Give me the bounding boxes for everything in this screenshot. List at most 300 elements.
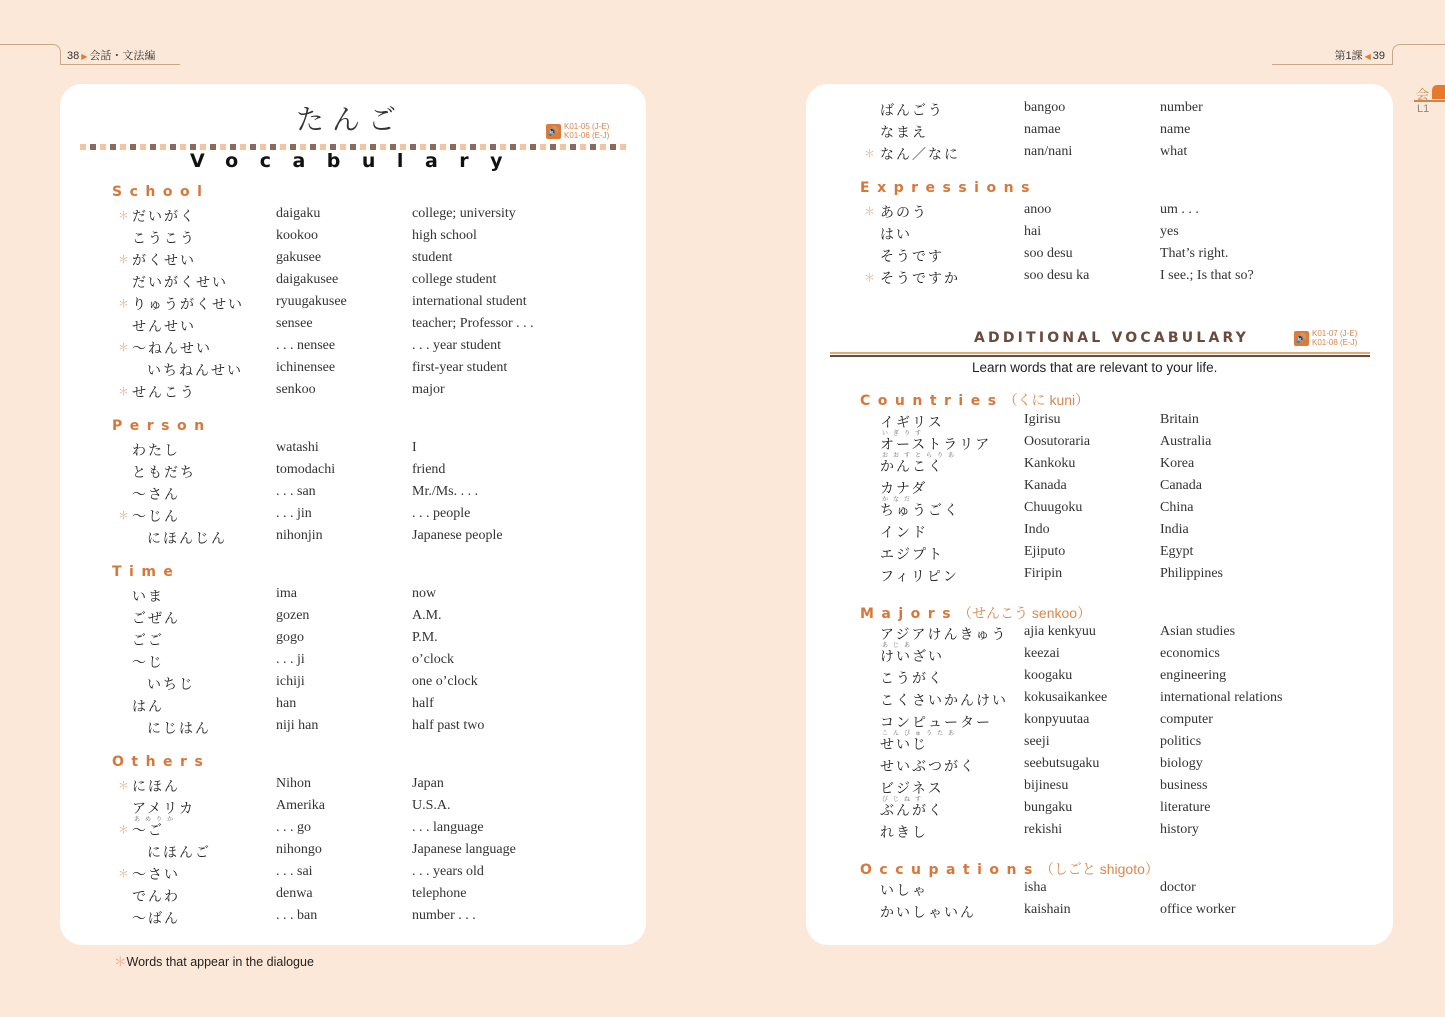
vocab-row — [118, 864, 638, 886]
vocab-row — [118, 798, 638, 823]
vocab-row — [118, 886, 638, 908]
audio-code: K01-08 (E-J) — [1312, 338, 1358, 347]
furigana: あじあ — [882, 642, 916, 649]
word-english: China — [1160, 500, 1194, 515]
asterisk-icon: ＊ — [118, 780, 129, 792]
vocab-row — [864, 902, 1384, 924]
section-title: Countries — [860, 393, 1004, 409]
word-romaji: nihongo — [276, 842, 322, 857]
word-english: U.S.A. — [412, 798, 451, 813]
word-english: college; university — [412, 206, 516, 221]
word-romaji: senkoo — [276, 382, 316, 397]
word-romaji: kokusaikankee — [1024, 690, 1108, 705]
page-tab-border — [0, 44, 61, 65]
dot — [580, 144, 586, 150]
page-title-jp: たんご — [296, 103, 405, 136]
vocab-row — [118, 506, 638, 528]
page-title-en: Vocabulary — [190, 150, 525, 172]
section-heading — [112, 184, 209, 200]
section-heading — [860, 603, 1091, 623]
word-romaji: ichiji — [276, 674, 305, 689]
word-japanese: はい — [880, 227, 912, 243]
vocab-row — [864, 756, 1384, 778]
word-english: I — [412, 440, 417, 455]
asterisk-icon: ＊ — [118, 868, 129, 880]
word-japanese: カナダ — [880, 481, 928, 497]
word-english: Asian studies — [1160, 624, 1236, 639]
word-japanese: はん — [132, 699, 164, 715]
vocab-row — [864, 224, 1384, 246]
word-japanese: そうですか — [880, 271, 960, 287]
section-title: Expressions — [860, 180, 1037, 196]
vocab-row — [118, 586, 638, 608]
vocab-row — [864, 646, 1384, 668]
vocab-row — [864, 668, 1384, 690]
vocabulary-card — [60, 84, 646, 945]
word-english: business — [1160, 778, 1208, 793]
vocab-row — [864, 100, 1384, 122]
word-japanese: だいがく — [132, 209, 196, 225]
word-romaji: soo desu ka — [1024, 268, 1090, 283]
word-romaji: watashi — [276, 440, 319, 455]
word-english: India — [1160, 522, 1189, 537]
vocab-row — [118, 294, 638, 316]
dot — [560, 144, 566, 150]
section-title: Others — [112, 754, 211, 770]
word-romaji: bungaku — [1024, 800, 1073, 815]
word-romaji: . . . nensee — [276, 338, 336, 353]
word-romaji: . . . san — [276, 484, 316, 499]
word-english: teacher; Professor . . . — [412, 316, 534, 331]
dot — [150, 144, 156, 150]
vocab-row — [864, 478, 1384, 503]
word-japanese: せいぶつがく — [880, 759, 976, 775]
word-romaji: gogo — [276, 630, 304, 645]
running-head-rule — [60, 64, 180, 65]
running-head-rule — [1272, 64, 1393, 65]
word-japanese: ごご — [132, 633, 164, 649]
word-japanese: だいがくせい — [132, 275, 228, 291]
word-romaji: nan/nani — [1024, 144, 1073, 159]
word-romaji: sensee — [276, 316, 313, 331]
footnote — [114, 952, 314, 970]
vocab-row — [118, 228, 638, 250]
word-romaji: denwa — [276, 886, 313, 901]
word-english: half — [412, 696, 434, 711]
section-subtitle: （せんこう senkoo） — [958, 605, 1092, 621]
additional-vocabulary-heading: ADDITIONAL VOCABULARY — [974, 330, 1250, 346]
dot — [170, 144, 176, 150]
word-romaji: Oosutoraria — [1024, 434, 1091, 449]
triangle-left-icon: ◀ — [1364, 52, 1371, 61]
word-romaji: Igirisu — [1024, 412, 1061, 427]
word-romaji: . . . ban — [276, 908, 318, 923]
word-romaji: gozen — [276, 608, 310, 623]
asterisk-icon: ＊ — [118, 510, 129, 522]
word-english: telephone — [412, 886, 467, 901]
word-english: high school — [412, 228, 477, 243]
word-english: first-year student — [412, 360, 508, 375]
word-english: Korea — [1160, 456, 1195, 471]
word-english: international student — [412, 294, 527, 309]
speaker-icon[interactable]: 🔊 — [1294, 331, 1309, 346]
word-english: friend — [412, 462, 446, 477]
vocab-row — [864, 712, 1384, 737]
word-english: now — [412, 586, 437, 601]
word-japanese: 〜さい — [132, 867, 180, 883]
word-english: I see.; Is that so? — [1160, 268, 1254, 283]
word-romaji: tomodachi — [276, 462, 336, 477]
word-english: major — [412, 382, 445, 397]
vocab-row — [118, 206, 638, 228]
word-japanese: ばんごう — [880, 103, 944, 119]
side-tab-kanji: 会 — [1416, 88, 1430, 103]
word-english: P.M. — [412, 630, 438, 645]
word-japanese: フィリピン — [880, 569, 959, 585]
side-tab-lesson: L1 — [1417, 103, 1430, 115]
word-japanese: 〜じ — [132, 655, 164, 671]
vocab-row — [864, 500, 1384, 522]
word-english: politics — [1160, 734, 1202, 749]
word-english: student — [412, 250, 453, 265]
section-heading — [860, 180, 1037, 196]
word-english: . . . year student — [412, 338, 502, 353]
lesson-side-tab — [1412, 84, 1445, 124]
asterisk-icon: ＊ — [118, 298, 129, 310]
word-japanese: いちねんせい — [147, 363, 243, 379]
dot — [90, 144, 96, 150]
vocab-row — [864, 544, 1384, 566]
word-romaji: . . . sai — [276, 864, 313, 879]
vocab-row — [118, 338, 638, 360]
word-japanese: 〜じん — [132, 509, 180, 525]
audio-code: K01-06 (E-J) — [564, 131, 610, 140]
word-japanese: 〜ばん — [132, 911, 180, 927]
dot — [550, 144, 556, 150]
triangle-right-icon: ▶ — [81, 52, 88, 61]
audio-track-label[interactable] — [546, 122, 609, 140]
vocabulary-card-continued — [806, 84, 1393, 945]
additional-vocabulary-subtitle: Learn words that are relevant to your life. — [972, 360, 1218, 375]
section-subtitle: （くに kuni） — [1003, 392, 1090, 408]
word-english: half past two — [412, 718, 485, 733]
word-japanese: エジプト — [880, 547, 944, 563]
vocab-row — [118, 316, 638, 338]
dot — [100, 144, 106, 150]
word-romaji: daigaku — [276, 206, 321, 221]
vocab-row — [864, 246, 1384, 268]
word-japanese: なん／なに — [880, 147, 960, 163]
word-romaji: Kankoku — [1024, 456, 1076, 471]
word-english: . . . language — [412, 820, 484, 835]
vocab-row — [864, 566, 1384, 588]
vocab-row — [864, 800, 1384, 822]
word-romaji: konpyuutaa — [1024, 712, 1090, 727]
word-japanese: にじはん — [147, 721, 211, 737]
word-japanese: アジアけんきゅう — [880, 627, 1008, 643]
word-japanese: ごぜん — [132, 611, 180, 627]
word-japanese: ちゅうごく — [880, 503, 960, 519]
word-romaji: seebutsugaku — [1024, 756, 1100, 771]
page-number-left: 38 — [67, 50, 80, 62]
word-english: one o’clock — [412, 674, 478, 689]
word-japanese: かんこく — [880, 459, 944, 475]
vocab-row — [118, 630, 638, 652]
vocab-row — [118, 440, 638, 462]
word-japanese: かいしゃいん — [880, 905, 976, 921]
word-japanese: れきし — [880, 825, 928, 841]
word-english: number — [1160, 100, 1203, 115]
section-heading — [860, 859, 1159, 879]
word-romaji: . . . jin — [276, 506, 312, 521]
word-english: name — [1160, 122, 1191, 137]
vocab-row — [864, 734, 1384, 756]
word-romaji: daigakusee — [276, 272, 339, 287]
vocab-row — [118, 484, 638, 506]
asterisk-icon: ＊ — [118, 342, 129, 354]
word-japanese: コンピューター — [880, 715, 992, 731]
section-title: School — [112, 184, 210, 200]
word-english: history — [1160, 822, 1199, 837]
furigana: いぎりす — [882, 430, 927, 437]
side-tab-rule — [1414, 100, 1445, 102]
vocab-row — [118, 462, 638, 484]
word-english: . . . people — [412, 506, 471, 521]
asterisk-icon: ＊ — [118, 386, 129, 398]
dot — [540, 144, 546, 150]
word-japanese: にほん — [132, 779, 180, 795]
dot — [600, 144, 606, 150]
word-english: o’clock — [412, 652, 454, 667]
asterisk-icon: ＊ — [118, 254, 129, 266]
word-english: doctor — [1160, 880, 1196, 895]
word-japanese: にほんじん — [147, 531, 227, 547]
word-japanese: でんわ — [132, 889, 180, 905]
dot — [110, 144, 116, 150]
vocab-row — [118, 360, 638, 382]
section-heading — [860, 390, 1089, 410]
word-romaji: . . . go — [276, 820, 311, 835]
dot — [530, 144, 536, 150]
word-japanese: けいざい — [880, 649, 944, 665]
word-japanese: にほんご — [147, 845, 211, 861]
lesson-label: 第1課 — [1334, 50, 1363, 62]
word-romaji: Firipin — [1024, 566, 1063, 581]
word-english: college student — [412, 272, 497, 287]
footnote-text: Words that appear in the dialogue — [126, 955, 314, 969]
word-romaji: han — [276, 696, 297, 711]
side-tab-marker — [1432, 85, 1445, 99]
word-english: Philippines — [1160, 566, 1224, 581]
vocab-row — [118, 272, 638, 294]
vocab-row — [118, 842, 638, 864]
word-english: um . . . — [1160, 202, 1199, 217]
word-japanese: あのう — [880, 205, 928, 221]
word-japanese: せんせい — [132, 319, 196, 335]
word-romaji: isha — [1024, 880, 1047, 895]
word-english: Japanese people — [412, 528, 503, 543]
word-english: economics — [1160, 646, 1220, 661]
vocab-row — [864, 144, 1384, 166]
audio-code: K01-07 (J-E) — [1312, 329, 1358, 338]
vocab-row — [864, 202, 1384, 224]
vocab-row — [864, 412, 1384, 437]
word-romaji: niji han — [276, 718, 319, 733]
section-title: Occupations — [860, 862, 1040, 878]
word-romaji: ima — [276, 586, 297, 601]
furigana: おおすとらりあ — [882, 452, 960, 459]
word-english: literature — [1160, 800, 1211, 815]
section-subtitle: （しごと shigoto） — [1039, 861, 1159, 877]
section-heading — [112, 754, 210, 770]
word-romaji: bijinesu — [1024, 778, 1069, 793]
word-japanese: アメリカ — [132, 801, 196, 817]
word-romaji: keezai — [1024, 646, 1060, 661]
word-romaji: koogaku — [1024, 668, 1073, 683]
word-romaji: rekishi — [1024, 822, 1063, 837]
word-romaji: Amerika — [276, 798, 325, 813]
word-romaji: kookoo — [276, 228, 318, 243]
word-english: Egypt — [1160, 544, 1194, 559]
vocab-row — [864, 522, 1384, 544]
furigana: びじねす — [882, 796, 927, 803]
vocab-row — [118, 382, 638, 404]
word-romaji: Indo — [1024, 522, 1050, 537]
word-english: Australia — [1160, 434, 1212, 449]
dot — [620, 144, 626, 150]
running-head-right — [1272, 44, 1445, 66]
word-romaji: namae — [1024, 122, 1061, 137]
word-romaji: kaishain — [1024, 902, 1071, 917]
vocab-row — [118, 608, 638, 630]
word-japanese: いま — [132, 589, 164, 605]
word-english: what — [1160, 144, 1188, 159]
word-romaji: ajia kenkyuu — [1024, 624, 1096, 639]
word-japanese: 〜ねんせい — [132, 341, 212, 357]
dot — [80, 144, 86, 150]
word-japanese: なまえ — [880, 125, 928, 141]
vocab-row — [864, 880, 1384, 902]
vocab-row — [118, 652, 638, 674]
vocab-row — [118, 250, 638, 272]
word-romaji: anoo — [1024, 202, 1052, 217]
word-english: office worker — [1160, 902, 1236, 917]
word-english: number . . . — [412, 908, 476, 923]
word-japanese: 〜ご — [132, 823, 164, 839]
word-japanese: こうがく — [880, 671, 944, 687]
word-english: Canada — [1160, 478, 1202, 493]
dot — [140, 144, 146, 150]
vocab-row — [118, 908, 638, 930]
word-english: international relations — [1160, 690, 1283, 705]
dot — [570, 144, 576, 150]
word-english: Japanese language — [412, 842, 516, 857]
vocab-row — [864, 434, 1384, 459]
word-japanese: せんこう — [132, 385, 196, 401]
word-english: A.M. — [412, 608, 442, 623]
section-title: Person — [112, 418, 212, 434]
word-english: engineering — [1160, 668, 1227, 683]
vocab-row — [864, 822, 1384, 844]
word-english: That’s right. — [1160, 246, 1229, 261]
dot — [160, 144, 166, 150]
word-japanese: こくさいかんけい — [880, 693, 1008, 709]
vocab-row — [864, 690, 1384, 712]
word-english: biology — [1160, 756, 1203, 771]
heading-rule-brown — [830, 355, 1370, 357]
vocab-row — [118, 528, 638, 550]
audio-track-label[interactable] — [1294, 329, 1357, 347]
speaker-icon[interactable]: 🔊 — [546, 124, 561, 139]
furigana: こんぴゅうたあ — [882, 730, 960, 737]
section-heading — [112, 564, 180, 580]
word-romaji: . . . ji — [276, 652, 305, 667]
dot — [120, 144, 126, 150]
page-tab-border — [1392, 44, 1445, 65]
section-title: Time — [112, 564, 181, 580]
word-japanese: こうこう — [132, 231, 196, 247]
asterisk-icon: ＊ — [114, 955, 127, 969]
section-heading — [112, 418, 212, 434]
asterisk-icon: ＊ — [864, 272, 875, 284]
word-romaji: Ejiputo — [1024, 544, 1066, 559]
word-japanese: そうです — [880, 249, 944, 265]
word-romaji: gakusee — [276, 250, 322, 265]
vocab-row — [864, 456, 1384, 478]
asterisk-icon: ＊ — [118, 210, 129, 222]
word-japanese: がくせい — [132, 253, 196, 269]
furigana: かなだ — [882, 496, 916, 503]
dot — [610, 144, 616, 150]
word-english: computer — [1160, 712, 1213, 727]
word-japanese: オーストラリア — [880, 437, 992, 453]
vocab-row — [864, 778, 1384, 803]
running-head-left — [0, 44, 180, 66]
vocab-row — [864, 122, 1384, 144]
word-japanese: ともだち — [132, 465, 196, 481]
vocab-row — [864, 268, 1384, 290]
asterisk-icon: ＊ — [118, 824, 129, 836]
vocab-row — [118, 674, 638, 696]
vocab-row — [118, 696, 638, 718]
dot — [180, 144, 186, 150]
section-name: 会話・文法編 — [89, 50, 156, 62]
word-romaji: bangoo — [1024, 100, 1066, 115]
word-english: Mr./Ms. . . . — [412, 484, 479, 499]
word-english: Japan — [412, 776, 444, 791]
word-romaji: soo desu — [1024, 246, 1073, 261]
word-japanese: いちじ — [147, 677, 195, 693]
word-japanese: 〜さん — [132, 487, 180, 503]
page-number-right: 39 — [1372, 50, 1385, 62]
vocab-row — [118, 820, 638, 842]
word-japanese: わたし — [132, 443, 180, 459]
asterisk-icon: ＊ — [864, 206, 875, 218]
word-japanese: ぶんがく — [880, 803, 944, 819]
heading-rule-orange — [830, 352, 1370, 354]
word-romaji: seeji — [1024, 734, 1050, 749]
word-romaji: Chuugoku — [1024, 500, 1083, 515]
word-romaji: hai — [1024, 224, 1042, 239]
word-romaji: nihonjin — [276, 528, 323, 543]
word-japanese: せいじ — [880, 737, 928, 753]
asterisk-icon: ＊ — [864, 148, 875, 160]
dot — [130, 144, 136, 150]
word-romaji: ryuugakusee — [276, 294, 347, 309]
word-japanese: イギリス — [880, 415, 944, 431]
word-japanese: いしゃ — [880, 883, 928, 899]
word-english: . . . years old — [412, 864, 484, 879]
